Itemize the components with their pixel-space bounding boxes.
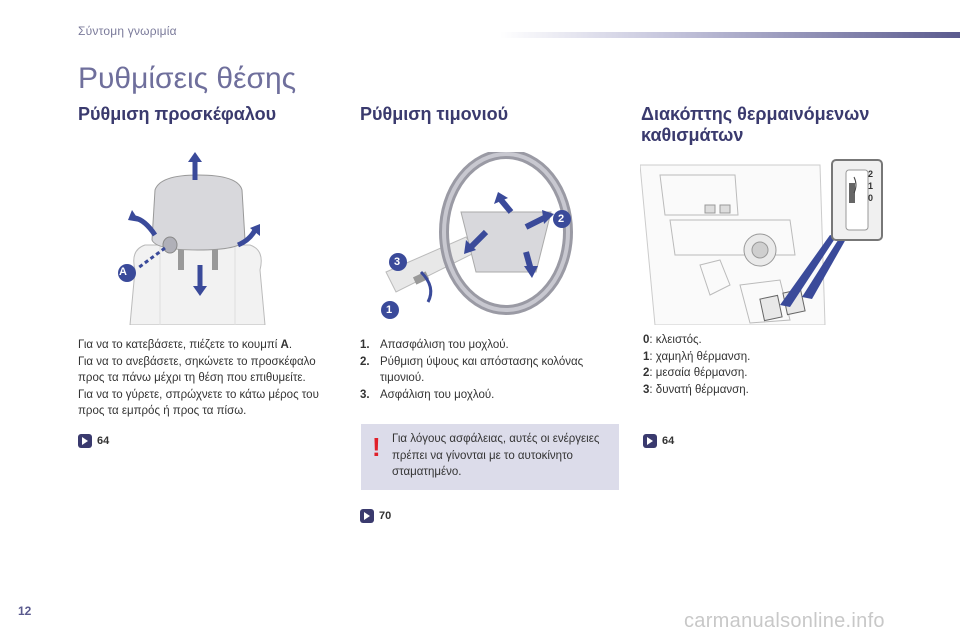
steering-callout-2: 2 bbox=[558, 213, 565, 225]
heating-page-ref[interactable] bbox=[643, 434, 674, 448]
headrest-title: Ρύθμιση προσκέφαλου bbox=[78, 104, 277, 124]
header-gradient-bar bbox=[500, 32, 960, 38]
heating-illustration bbox=[640, 155, 895, 325]
headrest-instructions bbox=[78, 337, 340, 420]
steering-steps bbox=[360, 337, 620, 403]
heating-switch-scale bbox=[868, 168, 873, 204]
headrest-page-ref-number: 64 bbox=[97, 435, 110, 447]
steering-title: Ρύθμιση τιμονιού bbox=[360, 104, 509, 124]
breadcrumb: Σύντομη γνωριμία bbox=[78, 24, 177, 38]
steering-page-ref[interactable] bbox=[360, 509, 391, 523]
steering-step: 3. Ασφάλιση του μοχλού. bbox=[360, 388, 495, 401]
headrest-illustration bbox=[100, 150, 290, 325]
heating-level: 0: κλειστός. bbox=[643, 334, 702, 346]
steering-page-ref-number: 70 bbox=[379, 510, 392, 522]
steering-callout-3: 3 bbox=[394, 256, 401, 268]
watermark: carmanualsonline.info bbox=[684, 610, 885, 632]
heating-page-ref-number: 64 bbox=[662, 435, 675, 447]
heating-level: 3: δυνατή θέρμανση. bbox=[643, 383, 749, 396]
page-ref-icon bbox=[360, 509, 374, 523]
warning-icon: ! bbox=[372, 432, 381, 462]
headrest-text-raise: Για να το ανεβάσετε, σηκώνετε το προσκέφαλο προς τα πάνω μέχρι τη θέση που επιθυμείτε. bbox=[78, 355, 316, 384]
steering-illustration bbox=[376, 152, 586, 322]
switch-label: 1 bbox=[868, 181, 874, 191]
heating-level: 2: μεσαία θέρμανση. bbox=[643, 367, 748, 379]
steering-callout-1: 1 bbox=[386, 304, 393, 316]
page-ref-icon bbox=[78, 434, 92, 448]
heating-levels bbox=[643, 332, 903, 398]
headrest-page-ref[interactable] bbox=[78, 434, 109, 448]
heating-title: Διακόπτης θερμαινόμενων καθισμάτων bbox=[641, 104, 870, 145]
page-title: Ρυθμίσεις θέσης bbox=[78, 62, 297, 95]
page-ref-icon bbox=[643, 434, 657, 448]
steering-step: 2. Ρύθμιση ύψους και απόστασης κολόνας τιμονιού. bbox=[360, 355, 584, 384]
headrest-text-lower: Για να το κατεβάσετε, πιέζετε το κουμπί A. bbox=[78, 339, 293, 351]
page-number: 12 bbox=[18, 604, 32, 618]
headrest-callout-a: A bbox=[119, 266, 127, 278]
switch-label: 0 bbox=[868, 193, 874, 203]
headrest-text-tilt: Για να το γύρετε, σπρώχνετε το κάτω μέρος του προς τα εμπρός ή προς τα πίσω. bbox=[78, 388, 319, 417]
heating-level: 1: χαμηλή θέρμανση. bbox=[643, 350, 751, 363]
safety-warning-text: Για λόγους ασφάλειας, αυτές οι ενέργειες πρέπει να γίνονται με το αυτοκίνητο σταματημένο. bbox=[392, 433, 600, 478]
switch-label: 2 bbox=[868, 169, 874, 179]
steering-step: 1. Απασφάλιση του μοχλού. bbox=[360, 339, 509, 351]
